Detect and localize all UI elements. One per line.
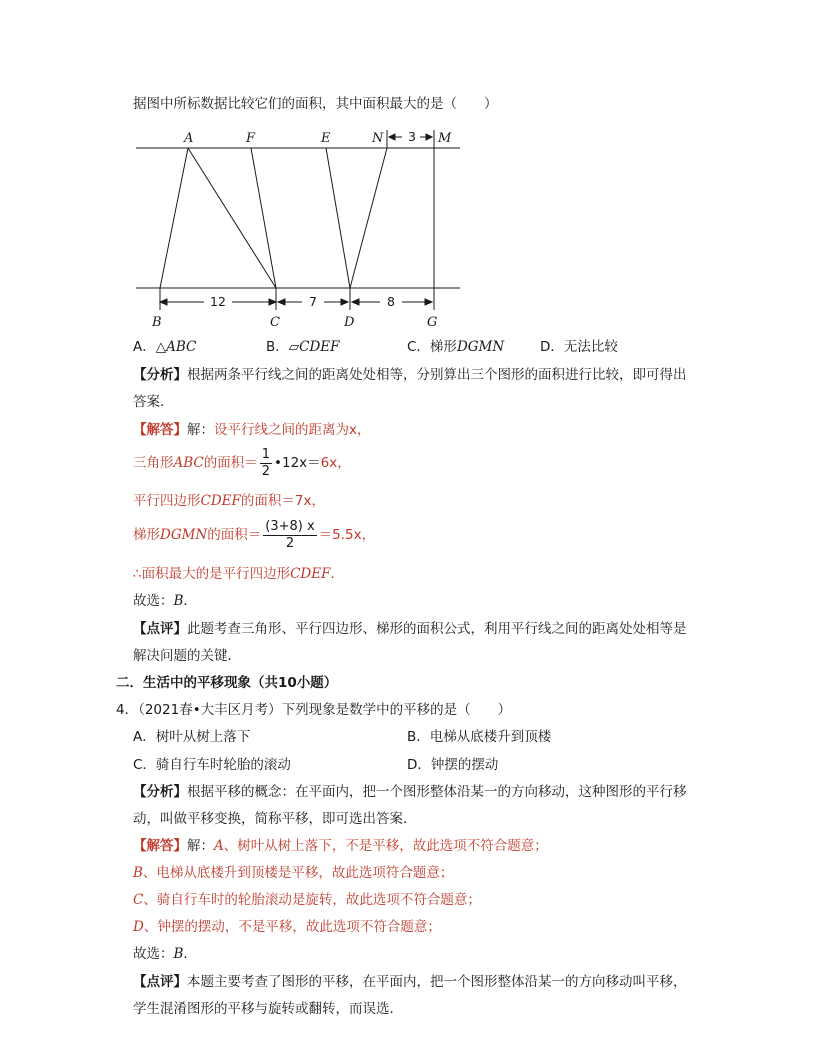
q4-option-c: C．骑自行车时轮胎的滚动 [133, 757, 291, 773]
segment-ed [326, 148, 350, 288]
q4-answer-b: B、电梯从底楼升到顶楼是平移，故此选项符合题意； [133, 865, 454, 881]
label-f: F [246, 131, 256, 146]
label-c: C [270, 315, 280, 330]
dim-nm: 3 [408, 129, 416, 144]
q3-choice: 故选：B． [133, 593, 197, 609]
label-d: D [344, 315, 355, 330]
q4-choice: 故选：B． [133, 946, 197, 962]
q4-stem: 4．（2021春•大丰区月考）下列现象是数学中的平移的是（ ） [116, 702, 512, 718]
q4-answer-d: D、钟摆的摆动，不是平移，故此选项不符合题意； [133, 919, 441, 935]
q4-analysis: 【分析】根据平移的概念：在平面内，把一个图形整体沿某一的方向移动，这种图形的平行移 [133, 784, 687, 800]
q3-triangle-area: 三角形ABC的面积＝ $\frac{1}{2}$ •12x＝6x， [133, 446, 351, 479]
q4-comment-cont: 学生混淆图形的平移与旋转或翻转，而误选． [133, 1001, 403, 1017]
q3-option-a: A．△ABC [133, 339, 197, 355]
q3-option-b: B．▱CDEF [266, 339, 340, 355]
segment-ac [188, 148, 276, 288]
label-b: B [152, 315, 162, 330]
q4-answer: 【解答】解：A、树叶从树上落下，不是平移，故此选项不符合题意； [133, 838, 548, 854]
q3-answer: 【解答】解：设平行线之间的距离为x， [133, 422, 371, 438]
label-e: E [321, 131, 331, 146]
q3-parallelogram-area: 平行四边形CDEF的面积＝7x， [133, 493, 325, 509]
label-g: G [427, 315, 438, 330]
q3-analysis: 【分析】根据两条平行线之间的距离处处相等，分别算出三个图形的面积进行比较，即可得出 [133, 367, 687, 383]
q3-option-c: C．梯形DGMN [407, 339, 505, 355]
dim-dg: 8 [387, 294, 395, 309]
segment-fc [251, 148, 276, 288]
segment-nd [350, 148, 387, 288]
q3-analysis-cont: 答案． [133, 394, 174, 410]
q3-stem: 据图中所标数据比较它们的面积，其中面积最大的是（ ） [133, 96, 498, 112]
section-title: 二．生活中的平移现象（共10小题） [116, 675, 338, 691]
q4-option-b: B．电梯从底楼升到顶楼 [407, 729, 552, 745]
q3-comment: 【点评】此题考查三角形、平行四边形、梯形的面积公式，利用平行线之间的距离处处相等是 [133, 621, 687, 637]
q3-conclusion: ∴面积最大的是平行四边形CDEF． [133, 566, 344, 582]
q4-analysis-cont: 动，叫做平移变换，简称平移，即可选出答案． [133, 811, 417, 827]
q4-option-a: A．树叶从树上落下 [133, 729, 251, 745]
dim-cd: 7 [309, 294, 317, 309]
q4-answer-c: C、骑自行车时的轮胎滚动是旋转，故此选项不符合题意； [133, 892, 481, 908]
q3-trapezoid-area: 梯形DGMN的面积＝ $\frac{(3+8) x}{2}$ ＝5.5x， [133, 518, 376, 551]
label-m: M [438, 131, 452, 146]
q4-comment: 【点评】本题主要考查了图形的平移，在平面内，把一个图形整体沿某一的方向移动叫平移， [133, 974, 687, 990]
q4-option-d: D．钟摆的摆动 [407, 757, 499, 773]
dim-bc: 12 [210, 294, 226, 309]
label-a: A [184, 131, 194, 146]
q3-option-d: D．无法比较 [540, 339, 618, 355]
label-n: N [372, 131, 384, 146]
q3-comment-cont: 解决问题的关键． [133, 648, 241, 664]
geometry-figure [128, 124, 468, 334]
segment-ab [160, 148, 188, 288]
